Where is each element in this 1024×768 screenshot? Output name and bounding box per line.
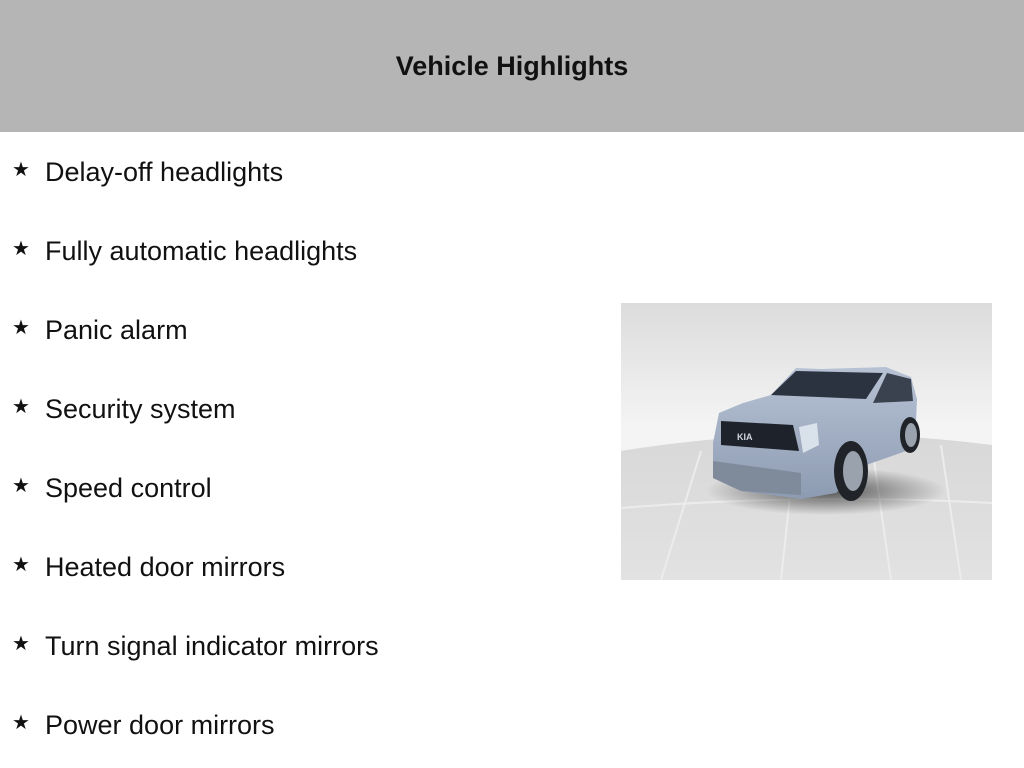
star-icon: ★: [12, 473, 30, 497]
highlight-label: Heated door mirrors: [45, 551, 286, 582]
vehicle-photo: [621, 303, 992, 580]
list-item: [12, 152, 283, 192]
highlight-label: Power door mirrors: [45, 709, 275, 740]
highlight-label: Delay-off headlights: [45, 156, 284, 187]
list-item: [12, 468, 212, 508]
star-icon: ★: [12, 394, 30, 418]
star-icon: ★: [12, 315, 30, 339]
list-item: [12, 389, 236, 429]
highlight-label: Speed control: [45, 472, 212, 503]
header-bar: [0, 0, 1024, 132]
vehicle-badge: KIA: [737, 432, 753, 442]
highlight-label: Security system: [45, 393, 236, 424]
list-item: [12, 547, 285, 587]
list-item: [12, 310, 188, 350]
star-icon: ★: [12, 236, 30, 260]
highlight-label: Fully automatic headlights: [45, 235, 358, 266]
list-item: [12, 231, 357, 271]
star-icon: ★: [12, 157, 30, 181]
highlight-label: Panic alarm: [45, 314, 188, 345]
star-icon: ★: [12, 552, 30, 576]
list-item: [12, 705, 275, 745]
star-icon: ★: [12, 631, 30, 655]
highlight-label: Turn signal indicator mirrors: [45, 630, 379, 661]
vehicle-image: [621, 303, 992, 580]
star-icon: ★: [12, 710, 30, 734]
page-title: Vehicle Highlights: [395, 50, 629, 81]
list-item: [12, 626, 379, 666]
